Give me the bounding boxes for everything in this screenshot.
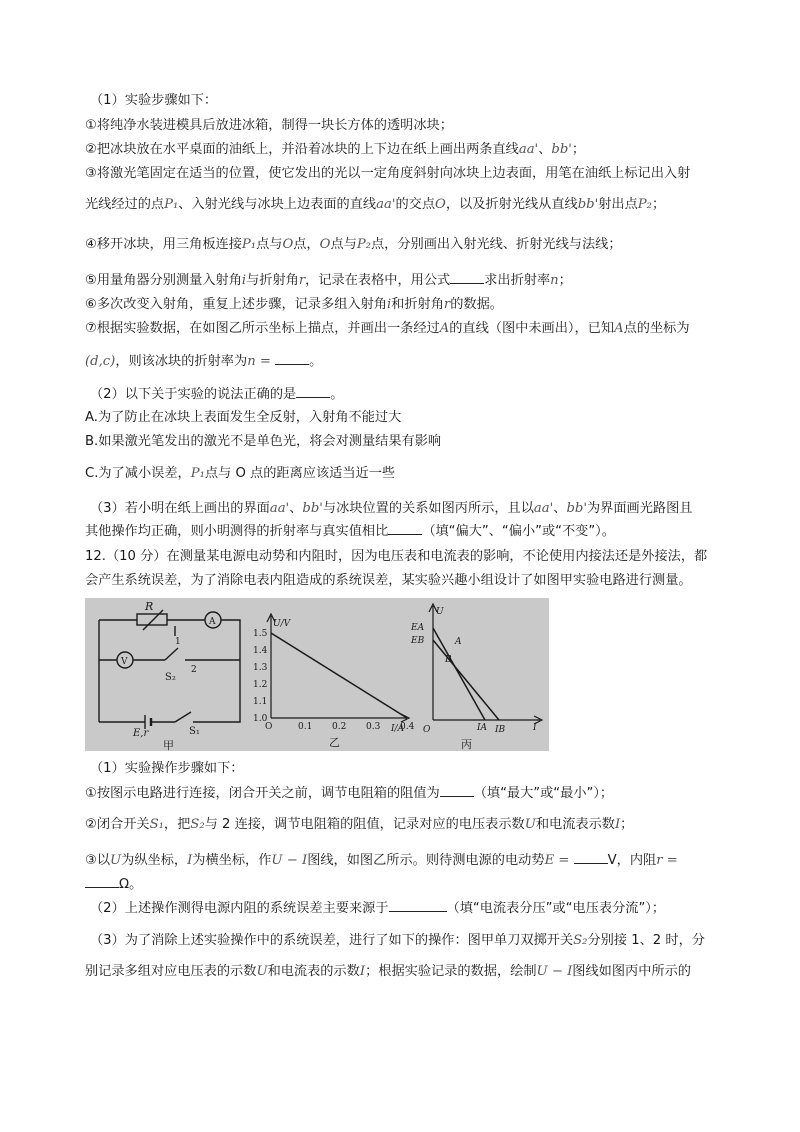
bing-ib: IB xyxy=(495,725,506,735)
yi-ytick-label: 1.0 xyxy=(253,714,268,724)
yi-xlabel: I/A xyxy=(391,724,405,734)
figure-panel xyxy=(85,598,549,751)
step-7-line1: ⑦根据实验数据，在如图乙所示坐标上描点，并画出一条经过A的直线（图中未画出），已知A点的坐标为 xyxy=(85,321,690,336)
step-3-line1: ③将激光笔固定在适当的位置，使它发出的光以一定角度斜射向冰块上边表面，用笔在油纸上标记出入射 xyxy=(85,166,691,181)
error-source-blank[interactable] xyxy=(389,899,447,912)
option-b: B.如果激光笔发出的激光不是单色光，将会对测量结果有影响 xyxy=(85,434,442,449)
q12-step-2: ②闭合开关S₁，把S₂与 2 连接，调节电阻箱的阻值，记录对应的电压表示数U和电流表示数I； xyxy=(85,817,634,832)
bing-origin: O xyxy=(423,725,431,735)
option-a: A.为了防止在冰块上表面发生全反射，入射角不能过大 xyxy=(85,410,402,425)
step-3-line2: 光线经过的点P₁、入射光线与冰块上边表面的直线aa'的交点O，以及折射光线从直线bb'射出点P₂； xyxy=(85,197,666,212)
graph-bing xyxy=(410,604,542,751)
bing-ia: IA xyxy=(477,723,488,733)
switch-s2-blade xyxy=(165,648,178,660)
yi-xtick-label: 0.4 xyxy=(400,722,415,732)
emf-blank[interactable] xyxy=(574,851,608,864)
label-contact-2: 2 xyxy=(191,665,197,675)
part1-heading: （1）实验步骤如下： xyxy=(90,93,218,108)
bing-line-b xyxy=(433,640,499,720)
graph-yi xyxy=(253,614,415,749)
part3-answer-blank[interactable] xyxy=(388,522,422,535)
step-5: ⑤用量角器分别测量入射角i与折射角r，记录在表格中，用公式 求出折射率n； xyxy=(85,273,572,288)
part2-heading: （2）以下关于实验的说法正确的是 。 xyxy=(90,387,344,402)
step-7-line2: (d,c)，则该冰块的折射率为n = 。 xyxy=(85,354,323,369)
q12-part1-heading: （1）实验操作步骤如下： xyxy=(90,761,244,776)
label-voltmeter: V xyxy=(121,657,128,667)
step-6: ⑥多次改变入射角，重复上述步骤，记录多组入射角i和折射角r的数据。 xyxy=(85,297,503,312)
q12-step-3-line2: Ω。 xyxy=(85,875,142,894)
resistance-blank[interactable] xyxy=(440,784,474,797)
yi-ytick-label: 1.4 xyxy=(253,646,268,656)
formula-blank[interactable] xyxy=(450,271,484,284)
yi-ylabel: U/V xyxy=(273,619,291,629)
bing-point-b: B xyxy=(445,655,452,665)
caption-yi: 乙 xyxy=(329,736,340,749)
yi-ytick-label: 1.2 xyxy=(253,680,268,690)
q12-line1: 12.（10 分）在测量某电源电动势和内阻时，因为电压表和电流表的影响，不论使用内接法还是外接法，都 xyxy=(85,549,708,564)
q12-step-1: ①按图示电路进行连接，闭合开关之前，调节电阻箱的阻值为 （填“最大”或“最小”）； xyxy=(85,786,614,801)
yi-xtick-label: 0.3 xyxy=(366,722,381,732)
part2-answer-blank[interactable] xyxy=(296,385,330,398)
label-ammeter: A xyxy=(209,617,216,627)
caption-jia: 甲 xyxy=(163,739,174,751)
step-4: ④移开冰块，用三角板连接P₁点与O点，O点与P₂点，分别画出入射光线、折射光线与法线； xyxy=(85,237,622,252)
bing-xlabel: I xyxy=(533,723,537,733)
q12-line2: 会产生系统误差，为了消除电表内阻造成的系统误差，某实验兴趣小组设计了如图甲实验电路进行测量。 xyxy=(85,573,692,588)
part3-line1: （3）若小明在纸上画出的界面aa'、bb'与冰块位置的关系如图丙所示，且以aa'、bb'为界面画光路图且 xyxy=(90,501,693,516)
rheostat-arrow xyxy=(143,610,163,630)
q12-part3-line1: （3）为了消除上述实验操作中的系统误差，进行了如下的操作：图甲单刀双掷开关S₂分别接 1、2 时，分 xyxy=(90,933,705,948)
label-s2: S₂ xyxy=(165,672,176,683)
circuit-wire xyxy=(193,660,240,722)
step-1: ①将纯净水装进模具后放进冰箱，制得一块长方体的透明冰块； xyxy=(85,118,453,133)
caption-bing: 丙 xyxy=(461,738,472,751)
circuit-diagram xyxy=(99,610,240,729)
yi-ytick-label: 1.5 xyxy=(253,629,268,639)
bing-eb: EB xyxy=(411,636,425,646)
option-c: C.为了减小误差，P₁点与 O 点的距离应该适当近一些 xyxy=(85,466,396,481)
resistor-box-symbol xyxy=(137,614,167,625)
yi-origin: O xyxy=(265,722,273,732)
label-er: E,r xyxy=(133,728,149,739)
figure-svg xyxy=(85,598,549,751)
yi-ytick-label: 1.1 xyxy=(253,697,268,707)
label-r: R xyxy=(145,600,154,613)
bing-ea: EA xyxy=(411,623,425,633)
refractive-index-blank[interactable] xyxy=(275,352,309,365)
yi-xtick-label: 0.2 xyxy=(332,722,347,732)
bing-point-a: A xyxy=(455,637,462,647)
yi-data-line xyxy=(271,633,407,718)
step-2: ②把冰块放在水平桌面的油纸上，并沿着冰块的上下边在纸上画出两条直线aa'、bb'； xyxy=(85,142,586,157)
q12-part3-line2: 别记录多组对应电压表的示数U和电流表的示数I；根据实验记录的数据，绘制U − I图线如图丙中所示的 xyxy=(85,964,691,979)
label-contact-1: 1 xyxy=(175,637,181,647)
part3-line2: 其他操作均正确，则小明测得的折射率与真实值相比 （填“偏大”、“偏小”或“不变”）。 xyxy=(85,524,615,539)
internal-resistance-blank[interactable] xyxy=(85,875,119,888)
q12-part2: （2）上述操作测得电源内阻的系统误差主要来源于 （填“电流表分压”或“电压表分流”）； xyxy=(90,901,666,916)
label-s1: S₁ xyxy=(189,726,200,737)
circuit-wire xyxy=(221,620,240,660)
yi-xtick-label: 0.1 xyxy=(298,722,313,732)
switch-s1-blade xyxy=(175,712,191,722)
bing-ylabel: U xyxy=(436,607,444,617)
q12-step-3-line1: ③以U为纵坐标，I为横坐标，作U − I图线，如图乙所示。则待测电源的电动势E = V，内阻r = xyxy=(85,853,678,868)
yi-ytick-label: 1.3 xyxy=(253,663,268,673)
